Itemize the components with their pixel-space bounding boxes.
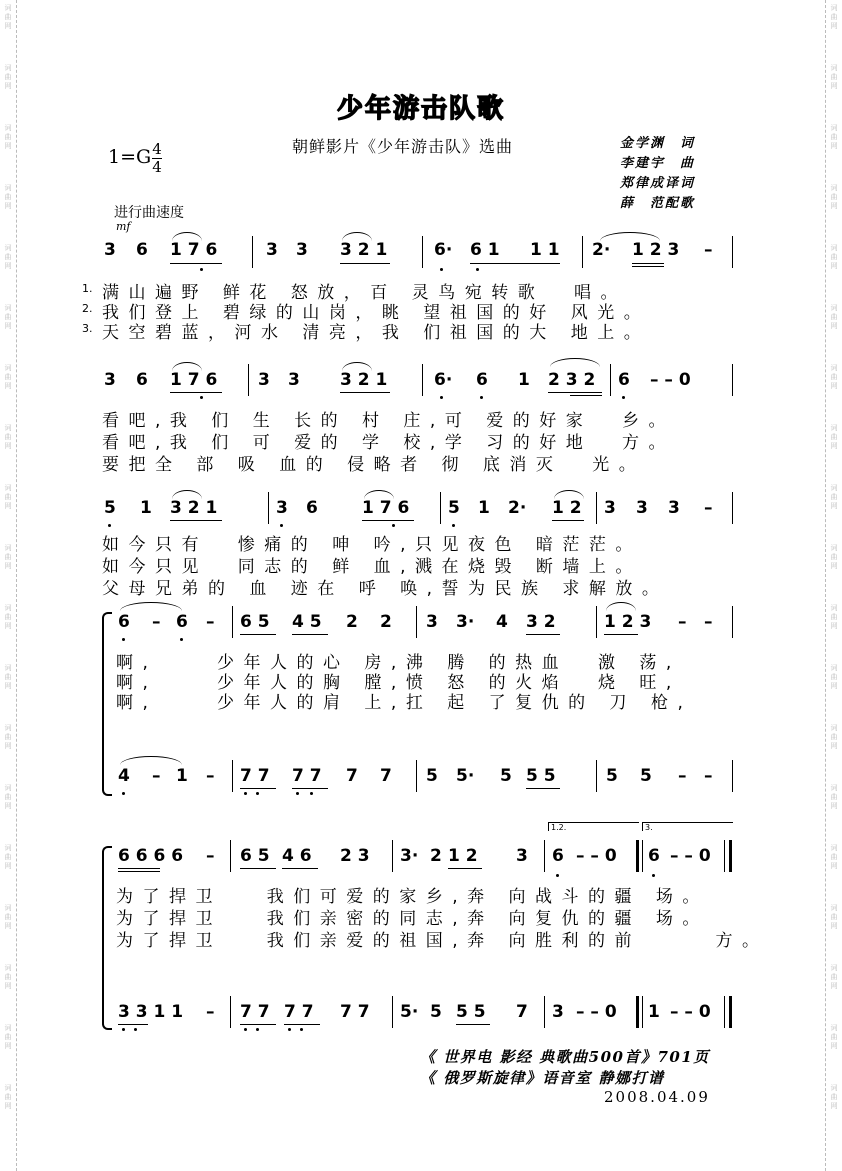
note-group: 7 7 xyxy=(284,1002,314,1022)
note-group: 6 5 xyxy=(240,846,270,866)
note-group: 5 5 xyxy=(456,1002,486,1022)
note: 5 xyxy=(606,766,618,786)
note: – xyxy=(704,612,713,632)
note: – xyxy=(206,612,215,632)
watermark-text: 词 曲 网 xyxy=(4,724,12,750)
watermark-text: 词 曲 网 xyxy=(4,904,12,930)
note-group: 1 2 xyxy=(552,498,582,518)
note: – xyxy=(152,766,161,786)
note-group: 1 2 xyxy=(448,846,478,866)
note: 3 xyxy=(604,498,616,518)
watermark-text: 词 曲 网 xyxy=(4,664,12,690)
note: 6 xyxy=(552,846,564,866)
note-group: 7 7 xyxy=(292,766,322,786)
note: 2· xyxy=(508,498,527,518)
note: 3 xyxy=(276,498,288,518)
watermark-text: 词 曲 网 xyxy=(830,184,838,210)
note-group: 3 2 1 xyxy=(340,370,388,390)
note: 2 xyxy=(430,846,442,866)
time-signature xyxy=(152,142,162,175)
note: 3 xyxy=(552,1002,564,1022)
note: 6· xyxy=(434,370,453,390)
note-group: 6 5 xyxy=(240,612,270,632)
note: 3 xyxy=(636,498,648,518)
note-rest: – – 0 xyxy=(670,846,711,866)
lyric-v3-line5: 为了捍卫 我们亲爱的祖国,奔 向胜利的前 方。 xyxy=(116,931,769,951)
watermark-text: 词 曲 网 xyxy=(830,964,838,990)
credit-translator: 郑律成译词 xyxy=(620,176,696,191)
note: 5 xyxy=(500,766,512,786)
watermark-text: 词 曲 网 xyxy=(830,664,838,690)
lyric-v2-line3: 如今只见 同志的 鲜 血,溅在烧毁 断墙上。 xyxy=(102,557,642,577)
watermark-text: 词 曲 网 xyxy=(830,304,838,330)
right-watermark-strip xyxy=(825,0,842,1171)
note: – xyxy=(152,612,161,632)
watermark-text: 词 曲 网 xyxy=(830,244,838,270)
note-group: 1 7 6 xyxy=(362,498,410,518)
note: 5 xyxy=(426,766,438,786)
note: 5 xyxy=(640,766,652,786)
note: – xyxy=(704,240,713,260)
note-group: 7 7 xyxy=(340,1002,370,1022)
volta-1-2: 1.2. xyxy=(548,822,639,831)
watermark-text: 词 曲 网 xyxy=(4,304,12,330)
note: 5· xyxy=(400,1002,419,1022)
credit-composer: 李建宇 曲 xyxy=(620,156,696,171)
note: 3 xyxy=(668,498,680,518)
note: 6· xyxy=(434,240,453,260)
note-group: 1 1 xyxy=(530,240,560,260)
note: 3 xyxy=(288,370,300,390)
watermark-text: 词 曲 网 xyxy=(4,604,12,630)
watermark-text: 词 曲 网 xyxy=(830,904,838,930)
note: – xyxy=(206,766,215,786)
watermark-text: 词 曲 网 xyxy=(4,424,12,450)
note-rest: – – 0 xyxy=(576,846,617,866)
footer-source: 《 世界电 影经 典歌曲500首》701页 xyxy=(420,1048,710,1066)
watermark-text: 词 曲 网 xyxy=(4,1024,12,1050)
system-brace-5 xyxy=(102,846,112,1030)
footer-transcriber: 《 俄罗斯旋律》语音室 静娜打谱 xyxy=(420,1069,665,1087)
note: 6 xyxy=(306,498,318,518)
time-bottom: 4 xyxy=(152,158,162,176)
watermark-text: 词 曲 网 xyxy=(830,724,838,750)
note: 3 xyxy=(516,846,528,866)
watermark-text: 词 曲 网 xyxy=(4,784,12,810)
note: 4 xyxy=(496,612,508,632)
verse-number: 3. xyxy=(82,322,93,335)
note: 6 xyxy=(618,370,630,390)
lyric-v3-line1: 天空碧蓝，河水 清亮，我 们祖国的大 地上。 xyxy=(102,323,651,343)
lyric-v2-line2: 看吧,我 们 可 爱的 学 校,学 习的好地 方。 xyxy=(102,433,676,453)
volta-3: 3. xyxy=(642,822,733,831)
lyric-v2-line4: 啊, 少年人的胸 膛,愤 怒 的火焰 烧 旺, xyxy=(116,673,681,693)
note: 7 xyxy=(380,766,392,786)
note: 3· xyxy=(400,846,419,866)
note: 2 xyxy=(380,612,392,632)
left-watermark-strip xyxy=(0,0,17,1171)
note: 3· xyxy=(456,612,475,632)
note: – xyxy=(704,766,713,786)
verse-number: 1. xyxy=(82,282,93,295)
dynamic-marking: mf xyxy=(116,220,131,233)
lyric-v2-line1: 我们登上 碧绿的山岗，眺 望祖国的好 风光。 xyxy=(102,303,651,323)
watermark-text: 词 曲 网 xyxy=(4,364,12,390)
note-group: 3 3 1 1 xyxy=(118,1002,184,1022)
watermark-text: 词 曲 网 xyxy=(4,484,12,510)
credit-lyricist: 金学渊 词 xyxy=(620,136,696,151)
note: 5 xyxy=(104,498,116,518)
note-rest: – – 0 xyxy=(670,1002,711,1022)
watermark-text: 词 曲 网 xyxy=(830,1024,838,1050)
time-top: 4 xyxy=(152,140,162,158)
watermark-text: 词 曲 网 xyxy=(4,244,12,270)
watermark-text: 词 曲 网 xyxy=(4,844,12,870)
note-group: 1 7 6 xyxy=(170,370,218,390)
note-group: 7 7 xyxy=(240,1002,270,1022)
watermark-text: 词 曲 网 xyxy=(4,1084,12,1110)
tempo-marking: 进行曲速度 xyxy=(114,205,184,221)
note: 5 xyxy=(430,1002,442,1022)
note: 6 xyxy=(476,370,488,390)
note: 6 xyxy=(118,612,130,632)
note-group: 3 2 1 xyxy=(340,240,388,260)
note-group: 1 2 3 xyxy=(632,240,680,260)
note-group: 1 7 6 xyxy=(170,240,218,260)
note: 3 xyxy=(104,370,116,390)
watermark-text: 词 曲 网 xyxy=(830,604,838,630)
lyric-v1-line2: 看吧,我 们 生 长的 村 庄,可 爱的好家 乡。 xyxy=(102,411,676,431)
note-group: 6 6 6 6 xyxy=(118,846,184,866)
note: 5· xyxy=(456,766,475,786)
watermark-text: 词 曲 网 xyxy=(830,424,838,450)
note: – xyxy=(206,846,215,866)
lyric-v1-line1: 满山遍野 鲜花 怒放，百 灵鸟宛转歌 唱。 xyxy=(102,283,628,303)
lyric-v1-line4: 啊, 少年人的心 房,沸 腾 的热血 激 荡, xyxy=(116,653,681,673)
note-group: 6 1 xyxy=(470,240,500,260)
credit-arranger: 薛 范配歌 xyxy=(620,196,696,211)
note-group: 4 6 xyxy=(282,846,312,866)
note: 6 xyxy=(136,370,148,390)
note-group: 2 3 xyxy=(340,846,370,866)
watermark-text: 词 曲 网 xyxy=(830,1084,838,1110)
watermark-text: 词 曲 网 xyxy=(4,64,12,90)
note: 6 xyxy=(648,846,660,866)
note: 7 xyxy=(516,1002,528,1022)
watermark-text: 词 曲 网 xyxy=(830,484,838,510)
note: 3 xyxy=(426,612,438,632)
watermark-text: 词 曲 网 xyxy=(830,784,838,810)
note: 3 xyxy=(104,240,116,260)
note: – xyxy=(678,612,687,632)
lyric-v2-line5: 为了捍卫 我们亲密的同志,奔 向复仇的疆 场。 xyxy=(116,909,709,929)
note: 1 xyxy=(140,498,152,518)
note-group: 3 2 1 xyxy=(170,498,218,518)
note: – xyxy=(678,766,687,786)
lyric-v3-line3: 父母兄弟的 血 迹在 呼 唤,誓为民族 求解放。 xyxy=(102,579,669,599)
lyric-v1-line5: 为了捍卫 我们可爱的家乡,奔 向战斗的疆 场。 xyxy=(116,887,709,907)
watermark-text: 词 曲 网 xyxy=(830,64,838,90)
note: 2· xyxy=(592,240,611,260)
note: 2 xyxy=(346,612,358,632)
note-group: 4 5 xyxy=(292,612,322,632)
note: 1 xyxy=(478,498,490,518)
note: 1 xyxy=(176,766,188,786)
watermark-text: 词 曲 网 xyxy=(4,124,12,150)
note: – xyxy=(704,498,713,518)
note: 6 xyxy=(136,240,148,260)
footer-date: 2008.04.09 xyxy=(604,1088,710,1106)
watermark-text: 词 曲 网 xyxy=(830,124,838,150)
watermark-text: 词 曲 网 xyxy=(4,184,12,210)
note: 4 xyxy=(118,766,130,786)
system-brace-4 xyxy=(102,612,112,796)
note-group: 2 3 2 xyxy=(548,370,596,390)
note: 6 xyxy=(176,612,188,632)
note-rest: – – 0 xyxy=(650,370,691,390)
note-group: 5 5 xyxy=(526,766,556,786)
note: 3 xyxy=(258,370,270,390)
note: 3 xyxy=(296,240,308,260)
watermark-text: 词 曲 网 xyxy=(830,544,838,570)
song-subtitle: 朝鲜影片《少年游击队》选曲 xyxy=(292,137,514,156)
song-title: 少年游击队歌 xyxy=(336,94,505,124)
note: – xyxy=(206,1002,215,1022)
watermark-text: 词 曲 网 xyxy=(4,544,12,570)
note: 7 xyxy=(346,766,358,786)
watermark-text: 词 曲 网 xyxy=(830,4,838,30)
lyric-v1-line3: 如今只有 惨痛的 呻 吟,只见夜色 暗茫茫。 xyxy=(102,535,642,555)
watermark-text: 词 曲 网 xyxy=(830,844,838,870)
note-group: 7 7 xyxy=(240,766,270,786)
note-rest: – – 0 xyxy=(576,1002,617,1022)
lyric-v3-line4: 啊, 少年人的肩 上,扛 起 了复仇的 刀 枪, xyxy=(116,693,693,713)
note: 1 xyxy=(648,1002,660,1022)
note-group: 3 2 xyxy=(526,612,556,632)
watermark-text: 词 曲 网 xyxy=(4,964,12,990)
note: 5 xyxy=(448,498,460,518)
watermark-text: 词 曲 网 xyxy=(830,364,838,390)
lyric-v3-line2: 要把全 部 吸 血的 侵略者 彻 底消灭 光。 xyxy=(102,455,646,475)
verse-number: 2. xyxy=(82,302,93,315)
note: 3 xyxy=(266,240,278,260)
note: 1 xyxy=(518,370,530,390)
watermark-text: 词 曲 网 xyxy=(4,4,12,30)
note-group: 1 2 3 xyxy=(604,612,652,632)
key-signature: 1=G xyxy=(108,146,152,168)
